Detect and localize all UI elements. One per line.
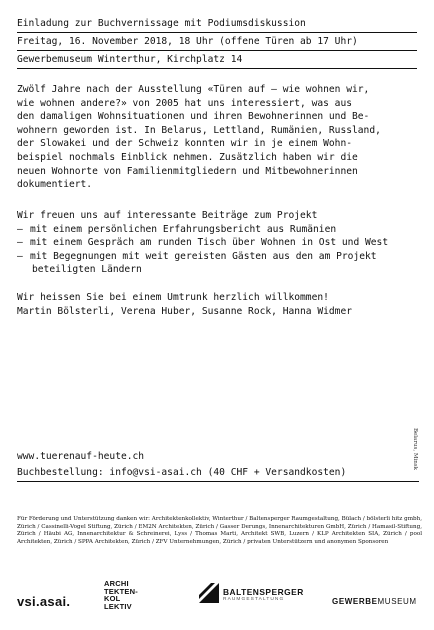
photo-credit-text: Belarus, Minsk: [412, 428, 418, 470]
logo-text-line: TEKTEN-: [104, 586, 138, 596]
program-list: [17, 209, 419, 277]
intro-paragraph: [17, 83, 419, 192]
order-info[interactable]: Buchbestellung: info@vsi-asai.ch (40 CHF + Versandkosten): [17, 465, 419, 482]
intro-line: wohnern geworden ist. In Belarus, Lettland, Rumänien, Russland,: [17, 124, 381, 136]
logo-text-line: KOL: [104, 594, 121, 604]
intro-line: der Slowakei und der Schweiz konnten wir in je einem Wohn-: [17, 138, 353, 150]
baltensperger-mark-icon: [199, 583, 219, 603]
program-item-text: mit einem persönlichen Erfahrungsbericht aus Rumänien: [30, 223, 337, 235]
program-item: [17, 250, 419, 264]
organizers-names: Martin Bölsterli, Verena Huber, Susanne Rock, Hanna Widmer: [17, 305, 353, 317]
program-item-text: mit einem Gespräch am runden Tisch über Wohnen in Ost und West: [30, 237, 389, 249]
logo-text-line: LEKTIV: [104, 601, 132, 611]
baltensperger-subtitle: RAUMGESTALTUNG: [223, 597, 285, 602]
dash-bullet: –: [17, 250, 23, 262]
dash-bullet: –: [17, 237, 23, 249]
intro-line: neuen Wohnorte von Familienmitgliedern und Mitbewohnerinnen: [17, 165, 358, 177]
invitation-line: Wir heissen Sie bei einem Umtrunk herzlich willkommen!: [17, 292, 329, 303]
program-intro: Wir freuen uns auf interessante Beiträge zum Projekt: [17, 210, 318, 221]
closing-paragraph: [17, 291, 419, 318]
gewerbemuseum-logo: [332, 597, 417, 606]
program-item-continuation: beteiligten Ländern: [32, 264, 142, 276]
gewerbemuseum-part-a: GEWERBE: [332, 597, 378, 606]
intro-line: den damaligen Wohnsituationen und ihren Bewohnerinnen und Be-: [17, 111, 370, 123]
architektenkollektiv-logo: [104, 580, 138, 610]
vsi-asai-logo: vsi.asai.: [17, 594, 71, 609]
program-item: [17, 223, 419, 237]
header-date: Freitag, 16. November 2018, 18 Uhr (offene Türen ab 17 Uhr): [17, 33, 417, 51]
intro-line: beispiel nochmals Einblick nehmen. Zusätzlich haben wir die: [17, 151, 358, 163]
baltensperger-name: BALTENSPERGER: [223, 587, 304, 597]
intro-line: wie wohnen andere?» von 2005 hat uns interessiert, was aus: [17, 97, 353, 109]
intro-line: dokumentiert.: [17, 179, 93, 191]
website-link[interactable]: www.tuerenauf-heute.ch: [17, 451, 145, 462]
header-title: Einladung zur Buchvernissage mit Podiumsdiskussion: [17, 15, 417, 33]
sponsors-text: Für Förderung und Unterstützung danken wir: Architektenkollektiv, Winterthur / Baltensperger Raumgestaltung, Bülach / bölsterli hitz gmbh, Zürich / Cassinelli-Vogel Stiftung, Zürich / EM2N Architekten, Zürich / Gasser Derungs, Innenarchitekturen GmbH, Zürich / Hamasil-Stiftung, Zürich / Häubi AG, Innenarchitektur & Schreinerei, Lyss / Thomas Marti, Architekt SWB, Luzern / KLP Architekten SIA, Zürich / pool Architekten, Zürich / SPPA Architekten, Zürich / ZFV Unternehmungen, Zürich / privaten Unterstützern und anonymen Sponsoren: [17, 516, 423, 545]
intro-line: Zwölf Jahre nach der Ausstellung «Türen auf – wie wohnen wir,: [17, 84, 370, 95]
program-item-text: mit Begegnungen mit weit gereisten Gästen aus den am Projekt: [30, 250, 377, 262]
program-item: [17, 236, 419, 250]
gewerbemuseum-part-b: MUSEUM: [377, 597, 417, 606]
contact-links: [17, 449, 419, 482]
dash-bullet: –: [17, 223, 23, 235]
header-location: Gewerbemuseum Winterthur, Kirchplatz 14: [17, 51, 417, 69]
event-header: [17, 15, 417, 69]
baltensperger-logo: [199, 583, 311, 605]
logo-text-line: ARCHI: [104, 579, 129, 588]
